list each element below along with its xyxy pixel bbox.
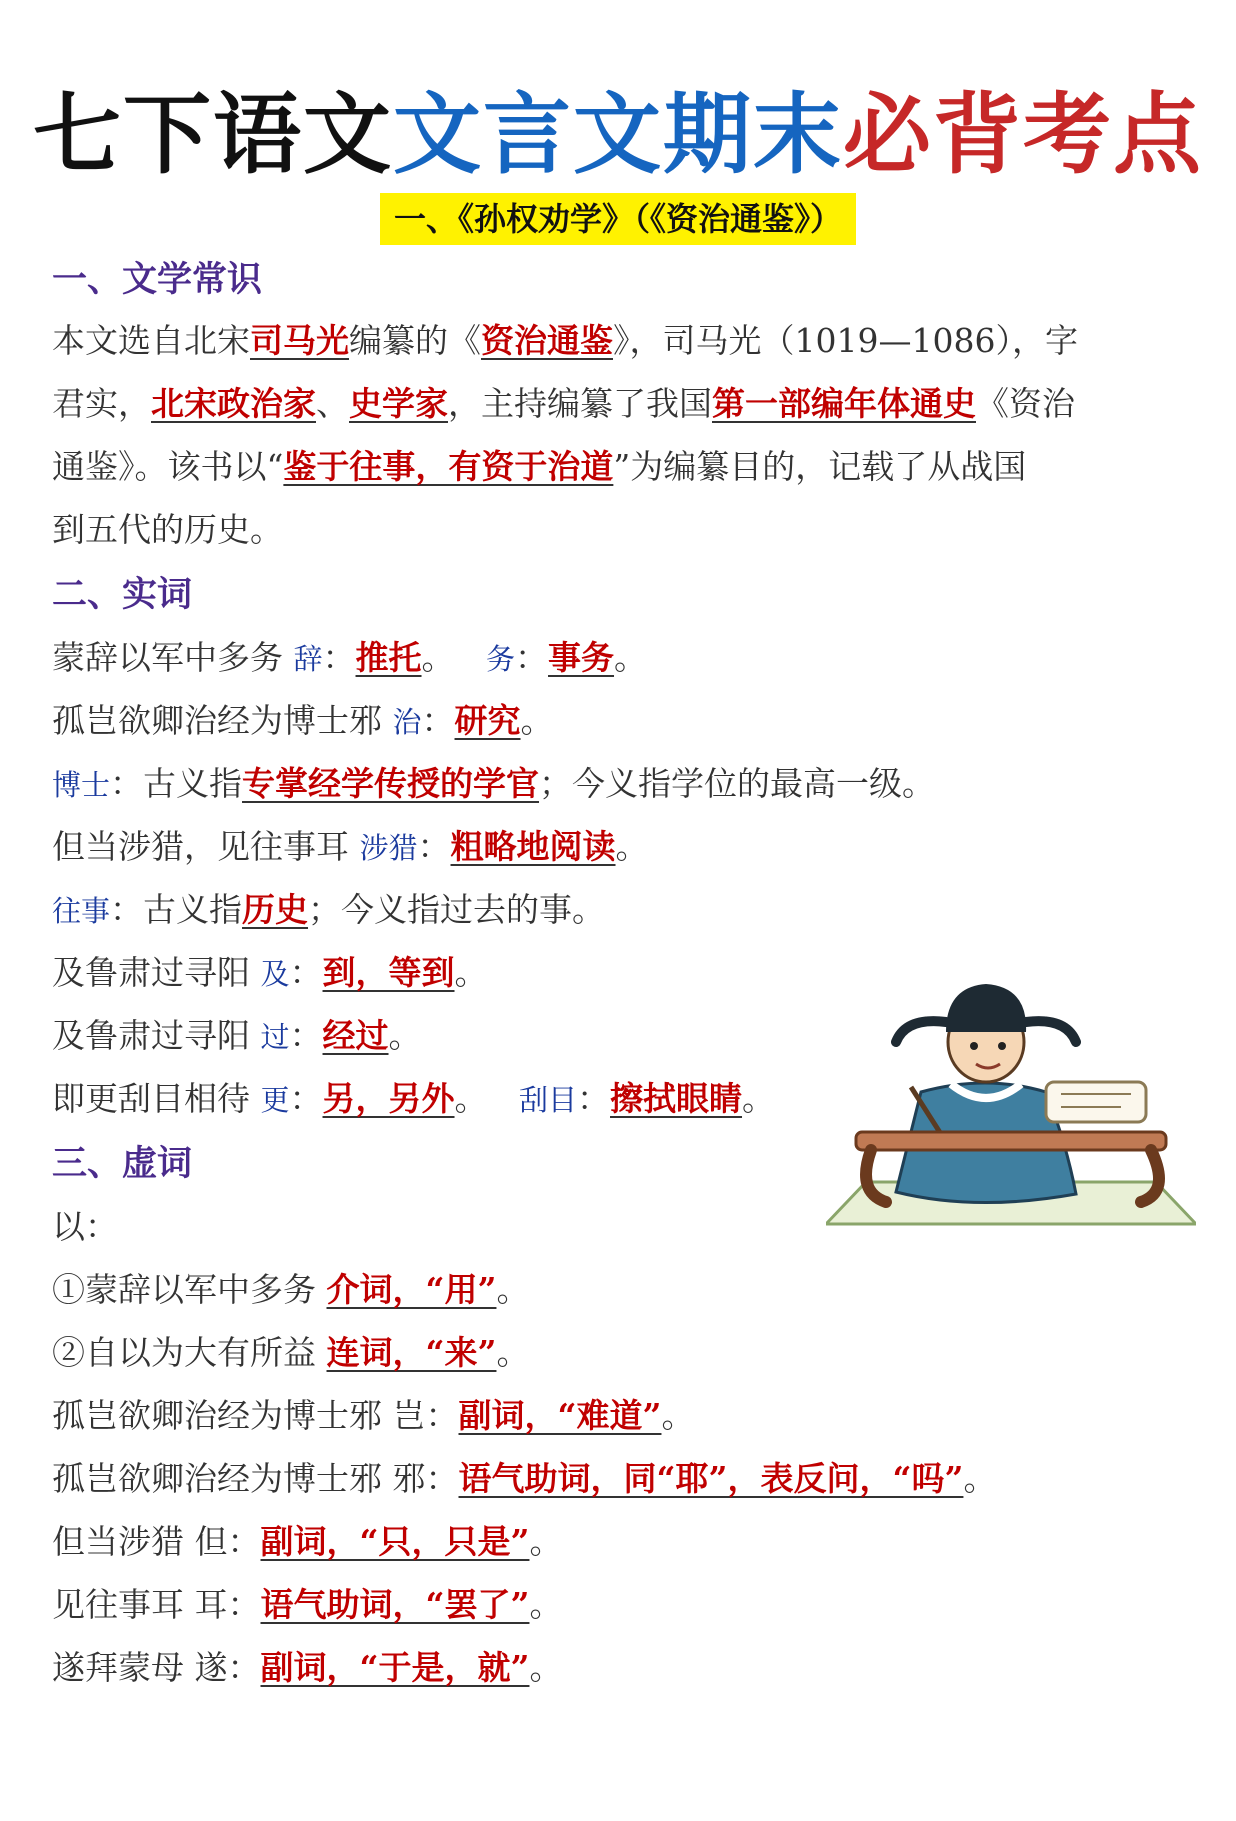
punct: 。 xyxy=(496,1333,530,1372)
punct: ；今义指学位的最高一级。 xyxy=(539,764,936,803)
punct: 。 xyxy=(454,953,488,992)
answer-highlight: 另，另外 xyxy=(322,1079,455,1118)
source-sentence: 即更刮目相待 xyxy=(52,1079,261,1118)
answer-highlight: 语气助词，同“耶”，表反问，“吗” xyxy=(458,1459,964,1498)
intro-line-3 xyxy=(52,445,1026,489)
punct: 。 xyxy=(614,638,648,677)
keyword: 过 xyxy=(260,1020,290,1054)
intro-line-2 xyxy=(52,382,1075,426)
keyword: 往事 xyxy=(52,894,111,928)
shici-row xyxy=(52,1014,422,1059)
punct: 。 xyxy=(529,1648,563,1687)
title-part-3: 必背考点 xyxy=(843,83,1204,186)
separator: ： xyxy=(417,827,451,866)
punct: 。 xyxy=(520,701,554,740)
answer-highlight: 副词，“于是，就” xyxy=(260,1648,530,1687)
keyword: 刮目 xyxy=(519,1083,578,1117)
source-sentence: 及鲁肃过寻阳 xyxy=(52,1016,261,1055)
keyword: 辞 xyxy=(293,642,323,676)
answer-highlight: 连词，“来” xyxy=(326,1333,497,1372)
xuci-row xyxy=(52,1646,562,1690)
title-part-1: 七下语文 xyxy=(32,83,393,186)
xuci-row xyxy=(52,1268,529,1312)
intro-text: 编纂的《 xyxy=(349,321,481,360)
xuci-row xyxy=(52,1457,996,1501)
xuci-row xyxy=(52,1583,562,1627)
keyword: 博士 xyxy=(52,768,111,802)
answer-highlight: 介词，“用” xyxy=(326,1270,497,1309)
separator: ： xyxy=(289,1016,323,1055)
source-sentence: 蒙辞以军中多务 xyxy=(52,638,294,677)
separator: ： xyxy=(322,638,356,677)
answer-highlight: 北宋政治家 xyxy=(151,384,316,423)
keyword: 更 xyxy=(260,1083,290,1117)
separator: ：古义指 xyxy=(110,764,243,803)
section-heading-literature: 一、文学常识 xyxy=(52,259,263,300)
separator: ： xyxy=(421,701,455,740)
source-sentence: 见往事耳 耳： xyxy=(52,1585,261,1624)
punct: 。 xyxy=(496,1270,530,1309)
answer-highlight: 司马光 xyxy=(250,321,349,360)
scholar-illustration xyxy=(826,962,1196,1232)
page-title xyxy=(0,80,1236,190)
intro-text: ”为编纂目的，记载了从战国 xyxy=(613,447,1027,486)
answer-highlight: 研究 xyxy=(454,701,521,740)
intro-text: 《资治 xyxy=(976,384,1075,423)
source-sentence: ①蒙辞以军中多务 xyxy=(52,1270,327,1309)
answer-highlight: 事务 xyxy=(548,638,615,677)
separator: ： xyxy=(289,953,323,992)
xuci-label: 以： xyxy=(52,1207,118,1246)
answer-highlight: 语气助词，“罢了” xyxy=(260,1585,530,1624)
shici-row xyxy=(52,636,647,681)
source-sentence: 孤岂欲卿治经为博士邪 岂： xyxy=(52,1396,459,1435)
shici-row xyxy=(52,888,605,933)
intro-text: 本文选自北宋 xyxy=(52,321,250,360)
shici-row xyxy=(52,699,554,744)
answer-highlight: 经过 xyxy=(322,1016,389,1055)
answer-highlight: 专掌经学传授的学官 xyxy=(242,764,540,803)
xuci-row xyxy=(52,1520,562,1564)
separator: ： xyxy=(515,638,549,677)
answer-highlight: 粗略地阅读 xyxy=(450,827,616,866)
answer-highlight: 推托 xyxy=(355,638,422,677)
xuci-row xyxy=(52,1331,529,1375)
intro-text: ，主持编纂了我国 xyxy=(448,384,712,423)
intro-text: 》，司马光（1019—1086），字 xyxy=(613,321,1078,360)
shici-row xyxy=(52,825,649,870)
subtitle-banner xyxy=(0,193,1236,245)
shici-row xyxy=(52,762,935,807)
shici-row xyxy=(52,951,488,996)
keyword: 涉猎 xyxy=(359,831,418,865)
keyword: 务 xyxy=(486,642,516,676)
answer-highlight: 到，等到 xyxy=(322,953,455,992)
source-sentence: 但当涉猎 但： xyxy=(52,1522,261,1561)
answer-highlight: 副词，“难道” xyxy=(458,1396,662,1435)
answer-highlight: 历史 xyxy=(242,890,309,929)
punct: ；今义指过去的事。 xyxy=(308,890,606,929)
answer-highlight: 鉴于往事，有资于治道 xyxy=(283,447,614,486)
punct: 。 xyxy=(529,1522,563,1561)
intro-text: 通鉴》。该书以“ xyxy=(52,447,284,486)
punct: 。 xyxy=(388,1016,422,1055)
answer-highlight: 资治通鉴 xyxy=(481,321,613,360)
source-sentence: 及鲁肃过寻阳 xyxy=(52,953,261,992)
punct: 。 xyxy=(454,1079,499,1118)
answer-highlight: 副词，“只，只是” xyxy=(260,1522,530,1561)
intro-line-4: 到五代的历史。 xyxy=(52,510,283,549)
subtitle: 一、《孙权劝学》（《资治通鉴》） xyxy=(380,193,856,245)
xuci-row xyxy=(52,1394,694,1438)
separator: ：古义指 xyxy=(110,890,243,929)
answer-highlight: 擦拭眼睛 xyxy=(610,1079,743,1118)
source-sentence: 遂拜蒙母 遂： xyxy=(52,1648,261,1687)
keyword: 治 xyxy=(392,705,422,739)
intro-line-1 xyxy=(52,319,1078,363)
separator: ： xyxy=(577,1079,611,1118)
punct: 。 xyxy=(661,1396,695,1435)
answer-highlight: 第一部编年体通史 xyxy=(712,384,976,423)
section-heading-function-words: 三、虚词 xyxy=(52,1143,193,1184)
title-part-2: 文言文期末 xyxy=(392,83,843,186)
punct: 。 xyxy=(963,1459,997,1498)
source-sentence: 孤岂欲卿治经为博士邪 xyxy=(52,701,393,740)
separator: ： xyxy=(289,1079,323,1118)
source-sentence: 但当涉猎，见往事耳 xyxy=(52,827,360,866)
punct: 。 xyxy=(529,1585,563,1624)
source-sentence: ②自以为大有所益 xyxy=(52,1333,327,1372)
shici-row xyxy=(52,1077,775,1122)
section-heading-content-words: 二、实词 xyxy=(52,574,193,615)
keyword: 及 xyxy=(260,957,290,991)
intro-text: 君实， xyxy=(52,384,151,423)
intro-text: 、 xyxy=(316,384,349,423)
answer-highlight: 史学家 xyxy=(349,384,448,423)
punct: 。 xyxy=(421,638,466,677)
source-sentence: 孤岂欲卿治经为博士邪 邪： xyxy=(52,1459,459,1498)
punct: 。 xyxy=(615,827,649,866)
punct: 。 xyxy=(742,1079,776,1118)
